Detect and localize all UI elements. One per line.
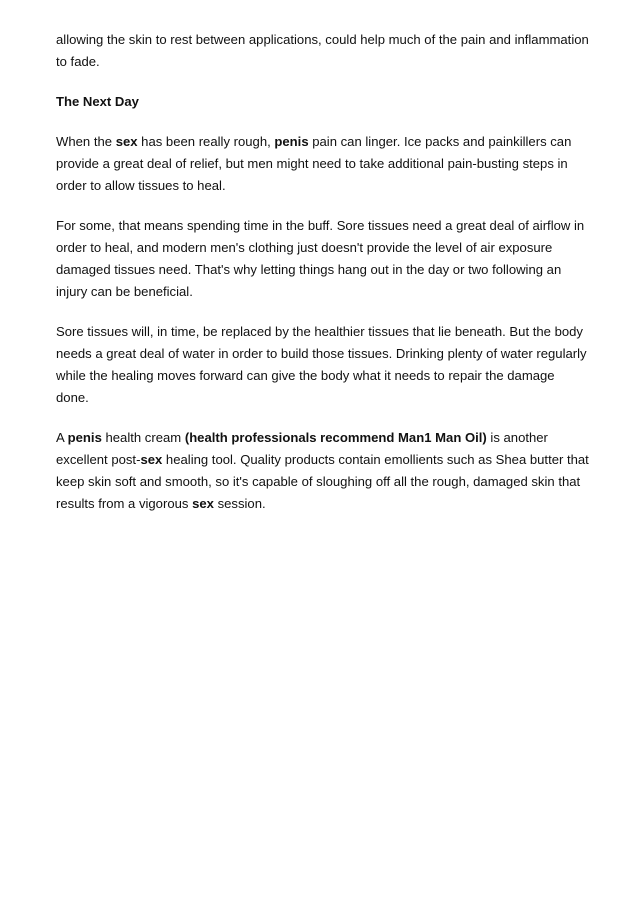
bold-term: penis bbox=[67, 430, 102, 445]
bold-term: penis bbox=[274, 134, 309, 149]
text-run: health cream bbox=[101, 430, 185, 445]
text-run: allowing the skin to rest between applications, could help much of the pain and inflammation to fade. bbox=[56, 32, 589, 69]
text-run: session. bbox=[213, 496, 266, 511]
text-run: When the bbox=[56, 134, 116, 149]
paragraph-continuation bbox=[56, 29, 590, 73]
bold-term: sex bbox=[115, 134, 138, 149]
text-run: Sore tissues will, in time, be replaced by the healthier tissues that lie beneath. But the body needs a great deal of water in order to build those tissues. Drinking plenty of water regularly while the healing moves forward can give the body what it needs to repair the damage done. bbox=[56, 324, 587, 405]
document-page bbox=[56, 29, 590, 533]
bold-term: sex bbox=[192, 496, 214, 511]
text-run: has been really rough, bbox=[137, 134, 275, 149]
paragraph-next-day bbox=[56, 131, 590, 197]
text-run: is another excellent post- bbox=[56, 430, 548, 467]
bold-recommendation: (health professionals recommend Man1 Man Oil) bbox=[184, 430, 487, 445]
paragraph-water bbox=[56, 321, 590, 409]
text-run: For some, that means spending time in the buff. Sore tissues need a great deal of airflow in order to heal, and modern men's clothing just doesn't provide the level of air exposure damaged tissues need. That's why letting things hang out in the day or two following an injury can be beneficial. bbox=[56, 218, 585, 299]
text-run: healing tool. Quality products contain emollients such as Shea butter that keep skin soft and smooth, so it's capable of sloughing off all the rough, damaged skin that results from a vigorous bbox=[56, 452, 589, 511]
text-run: A bbox=[56, 430, 68, 445]
paragraph-airflow bbox=[56, 215, 590, 303]
text-run: pain can linger. Ice packs and painkillers can provide a great deal of relief, but men might need to take additional pain-busting steps in order to allow tissues to heal. bbox=[56, 134, 572, 193]
paragraph-cream bbox=[56, 427, 590, 515]
section-heading: The Next Day bbox=[56, 94, 139, 109]
bold-term: sex bbox=[140, 452, 163, 467]
